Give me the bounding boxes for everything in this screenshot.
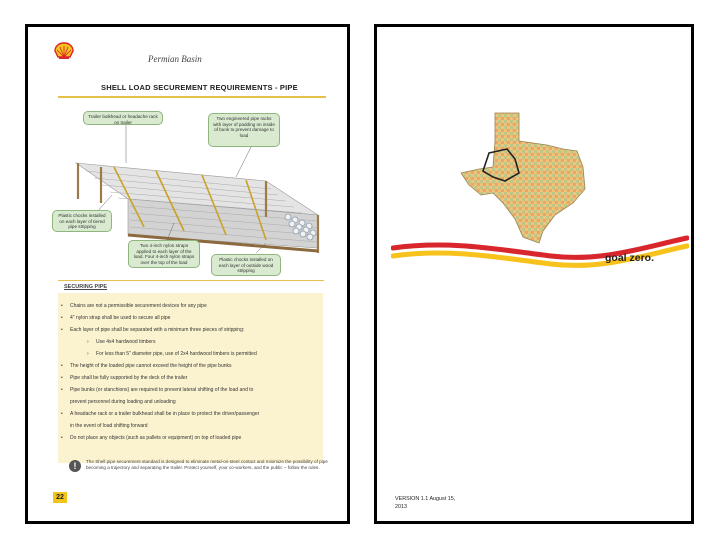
list-item: › Use 4x4 hardwood timbers	[87, 339, 156, 345]
list-item: • Pipe bunks (or stanchions) are required to prevent lateral shifting of the load and to	[61, 387, 254, 393]
list-item: • A headache rack or a trailer bulkhead shall be in place to protect the driver/passenger	[61, 411, 260, 417]
document-header: Permian Basin	[148, 54, 202, 64]
version-year: 2013	[395, 504, 407, 510]
list-item: • Chains are not a permissible securement devices for any pipe	[61, 303, 207, 309]
warning-note: The Shell pipe securement standard is designed to eliminate metal-on-steel contact and minimize the possibility of pipe becoming a trajectory and separating the trailer. Protect yourself, your co-workers, and the public – follow the rules.	[86, 459, 328, 471]
version-line	[395, 495, 455, 511]
callout-bulkhead: Trailer bulkhead or headache rack on trailer	[83, 111, 163, 125]
list-item: • 4" nylon strap shall be used to secure all pipe	[61, 315, 171, 321]
title-divider	[58, 96, 326, 98]
version-text: VERSION 1.1 August 15,	[395, 496, 456, 502]
securing-pipe-heading: SECURING PIPE	[64, 284, 108, 290]
section-title: SHELL LOAD SECUREMENT REQUIREMENTS - PIPE	[101, 83, 298, 92]
list-item: › For less than 5" diameter pipe, use of 2x4 hardwood timbers is permitted	[87, 351, 257, 357]
section-divider	[58, 280, 324, 281]
callout-chocks-outside: Plastic chocks installed on each layer of outside wood stripping	[211, 254, 281, 276]
list-item: • Pipe shall be fully supported by the deck of the trailer	[61, 375, 188, 381]
right-page	[374, 24, 694, 524]
left-page	[25, 24, 350, 524]
texas-map-icon	[459, 111, 593, 245]
list-item: • Do not place any objects (such as pallets or equipment) on top of loaded pipe	[61, 435, 242, 441]
list-item: in the event of load shifting forward	[70, 423, 148, 429]
shell-logo-icon	[54, 42, 74, 60]
page-number: 22	[53, 492, 67, 503]
list-item: • Each layer of pipe shall be separated with a minimum three pieces of stripping:	[61, 327, 245, 333]
list-item: prevent personnel during loading and unloading	[70, 399, 176, 405]
warning-icon: !	[69, 460, 81, 472]
callout-pipe-racks: Two engineered pipe racks with layer of padding on inside of bunk to prevent damage to load	[208, 113, 280, 147]
callout-nylon-straps: Two 4-inch nylon straps applied to each layer of the load. Four 4-inch nylon straps over the top of the load	[128, 240, 200, 268]
list-item: • The height of the loaded pipe cannot exceed the height of the pipe bunks	[61, 363, 232, 369]
callout-chocks-tiered: Plastic chocks installed on each layer of tiered pipe stripping	[52, 210, 112, 232]
goal-zero-tagline: goal zero.	[605, 252, 655, 264]
securing-pipe-list	[58, 293, 323, 463]
